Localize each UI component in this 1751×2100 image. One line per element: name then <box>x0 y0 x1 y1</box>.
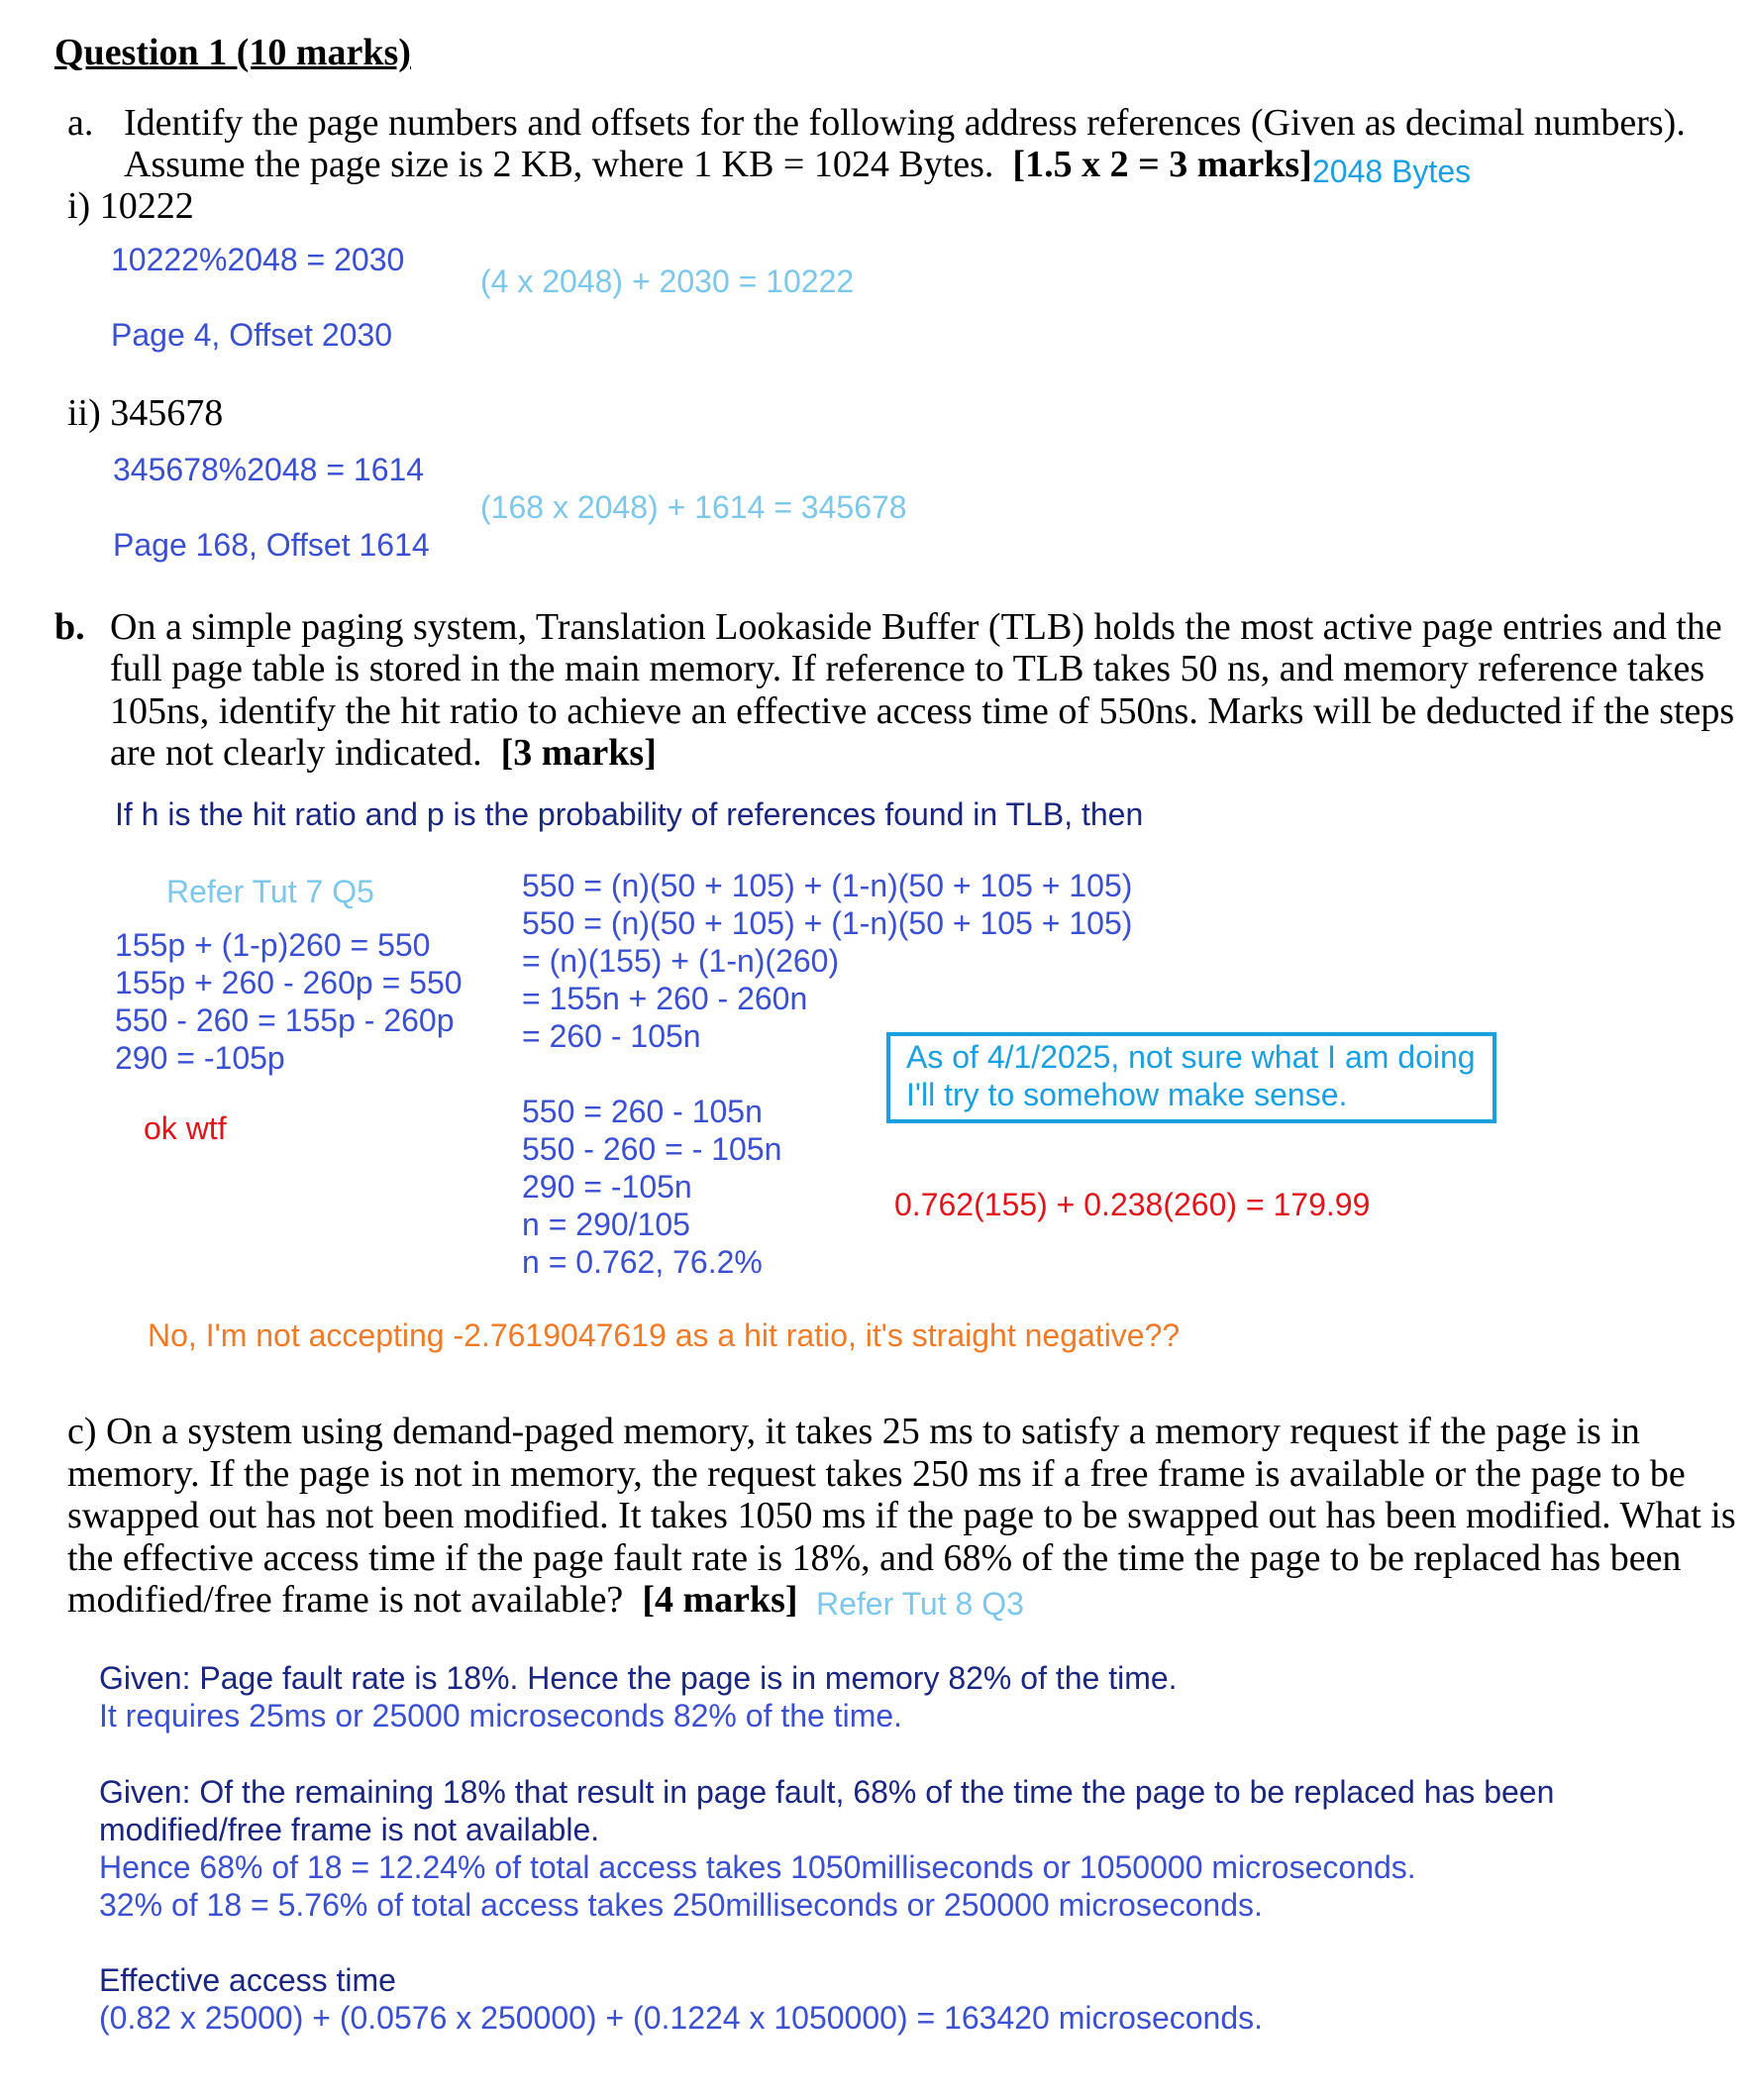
part-a-i-label: i) 10222 <box>67 185 194 227</box>
part-b-left-work-4: 290 = -105p <box>115 1040 285 1076</box>
part-b-line-4 <box>110 734 657 772</box>
part-c-eat-label: Effective access time <box>99 1962 396 1998</box>
part-b-mid-work2-2: 550 - 260 = - 105n <box>522 1131 782 1167</box>
part-b-mid-work1-3: = (n)(155) + (1-n)(260) <box>522 943 840 979</box>
part-a-i-answer: Page 4, Offset 2030 <box>111 317 393 353</box>
part-c-given2d: 32% of 18 = 5.76% of total access takes 250milliseconds or 250000 microseconds. <box>99 1887 1263 1923</box>
part-b-orange-note: No, I'm not accepting -2.7619047619 as a hit ratio, it's straight negative?? <box>148 1317 1181 1353</box>
part-b-mid-work2-3: 290 = -105n <box>522 1169 692 1205</box>
part-c-given2a: Given: Of the remaining 18% that result in page fault, 68% of the time the page to be replaced has been <box>99 1774 1555 1810</box>
part-c-line-5 <box>67 1581 798 1619</box>
part-a-line2-text: Assume the page size is 2 KB, where 1 KB = 1024 Bytes. <box>124 144 994 185</box>
note-2048-bytes: 2048 Bytes <box>1312 154 1472 189</box>
part-c-line-4: the effective access time if the page fault rate is 18%, and 68% of the time the page to be replaced has been <box>67 1537 1682 1579</box>
part-c-last-line: modified/free frame is not available? <box>67 1579 624 1621</box>
part-b-left-work-3: 550 - 260 = 155p - 260p <box>115 1002 455 1038</box>
part-c-refer: Refer Tut 8 Q3 <box>816 1586 1024 1622</box>
part-a-line2 <box>124 146 1312 183</box>
part-b-mid-work1-1: 550 = (n)(50 + 105) + (1-n)(50 + 105 + 105) <box>522 868 1133 903</box>
part-b-mid-work2-4: n = 290/105 <box>522 1207 690 1242</box>
question-title: Question 1 (10 marks) <box>54 32 411 73</box>
part-b-left-work-2: 155p + 260 - 260p = 550 <box>115 965 463 1000</box>
part-c-line-2: memory. If the page is not in memory, the request takes 250 ms if a free frame is available or the page to be <box>67 1453 1686 1495</box>
part-a-ii-mod: 345678%2048 = 1614 <box>113 452 425 487</box>
part-b-line-3: 105ns, identify the hit ratio to achieve an effective access time of 550ns. Marks will be deducted if the steps <box>110 690 1735 732</box>
part-b-last-line: are not clearly indicated. <box>110 732 482 774</box>
part-c-given2c: Hence 68% of 18 = 12.24% of total access takes 1050milliseconds or 1050000 microseconds. <box>99 1849 1416 1885</box>
comment-box-line-2: I'll try to somehow make sense. <box>906 1077 1348 1112</box>
part-b-mid-work2-5: n = 0.762, 76.2% <box>522 1244 763 1280</box>
part-b-mid-work1-5: = 260 - 105n <box>522 1018 701 1054</box>
part-b-refer: Refer Tut 7 Q5 <box>166 874 374 909</box>
part-b-marks: [3 marks] <box>500 732 657 774</box>
part-c-given2b: modified/free frame is not available. <box>99 1812 600 1847</box>
part-b-mid-work2-1: 550 = 260 - 105n <box>522 1094 763 1129</box>
part-c-line-1: c) On a system using demand-paged memory, it takes 25 ms to satisfy a memory request if the page is in <box>67 1411 1640 1452</box>
part-a-ii-check: (168 x 2048) + 1614 = 345678 <box>480 489 907 525</box>
part-b-mid-work1-4: = 155n + 260 - 260n <box>522 981 808 1016</box>
part-b-left-work-1: 155p + (1-p)260 = 550 <box>115 927 431 963</box>
part-b-line-2: full page table is stored in the main memory. If reference to TLB takes 50 ns, and memory reference takes <box>110 648 1705 689</box>
part-c-given1b: It requires 25ms or 25000 microseconds 82% of the time. <box>99 1698 903 1733</box>
part-b-mid-work1-2: 550 = (n)(50 + 105) + (1-n)(50 + 105 + 105) <box>522 905 1133 941</box>
part-a-ii-label: ii) 345678 <box>67 392 224 434</box>
part-a-i-mod: 10222%2048 = 2030 <box>111 242 405 277</box>
part-b-label: b. <box>54 606 85 648</box>
part-a-label: a. <box>67 102 94 144</box>
part-b-intro: If h is the hit ratio and p is the probability of references found in TLB, then <box>115 796 1144 832</box>
part-c-marks: [4 marks] <box>642 1579 798 1621</box>
part-a-line1: Identify the page numbers and offsets for the following address references (Given as decimal numbers). <box>124 102 1686 144</box>
part-a-i-check: (4 x 2048) + 2030 = 10222 <box>480 263 855 299</box>
part-b-line-1: On a simple paging system, Translation Lookaside Buffer (TLB) holds the most active page entries and the <box>110 606 1722 648</box>
part-b-ok-note: ok wtf <box>144 1110 227 1146</box>
part-c-eat-calc: (0.82 x 25000) + (0.0576 x 250000) + (0.1224 x 1050000) = 163420 microseconds. <box>99 2000 1264 2036</box>
part-b-red-calc: 0.762(155) + 0.238(260) = 179.99 <box>894 1187 1371 1222</box>
comment-box-line-1: As of 4/1/2025, not sure what I am doing <box>906 1039 1476 1075</box>
part-a-ii-answer: Page 168, Offset 1614 <box>113 527 430 563</box>
part-c-given1: Given: Page fault rate is 18%. Hence the page is in memory 82% of the time. <box>99 1660 1178 1696</box>
part-c-line-3: swapped out has not been modified. It takes 1050 ms if the page to be swapped out has been modified. What is <box>67 1495 1736 1536</box>
part-a-marks: [1.5 x 2 = 3 marks] <box>1012 144 1312 185</box>
